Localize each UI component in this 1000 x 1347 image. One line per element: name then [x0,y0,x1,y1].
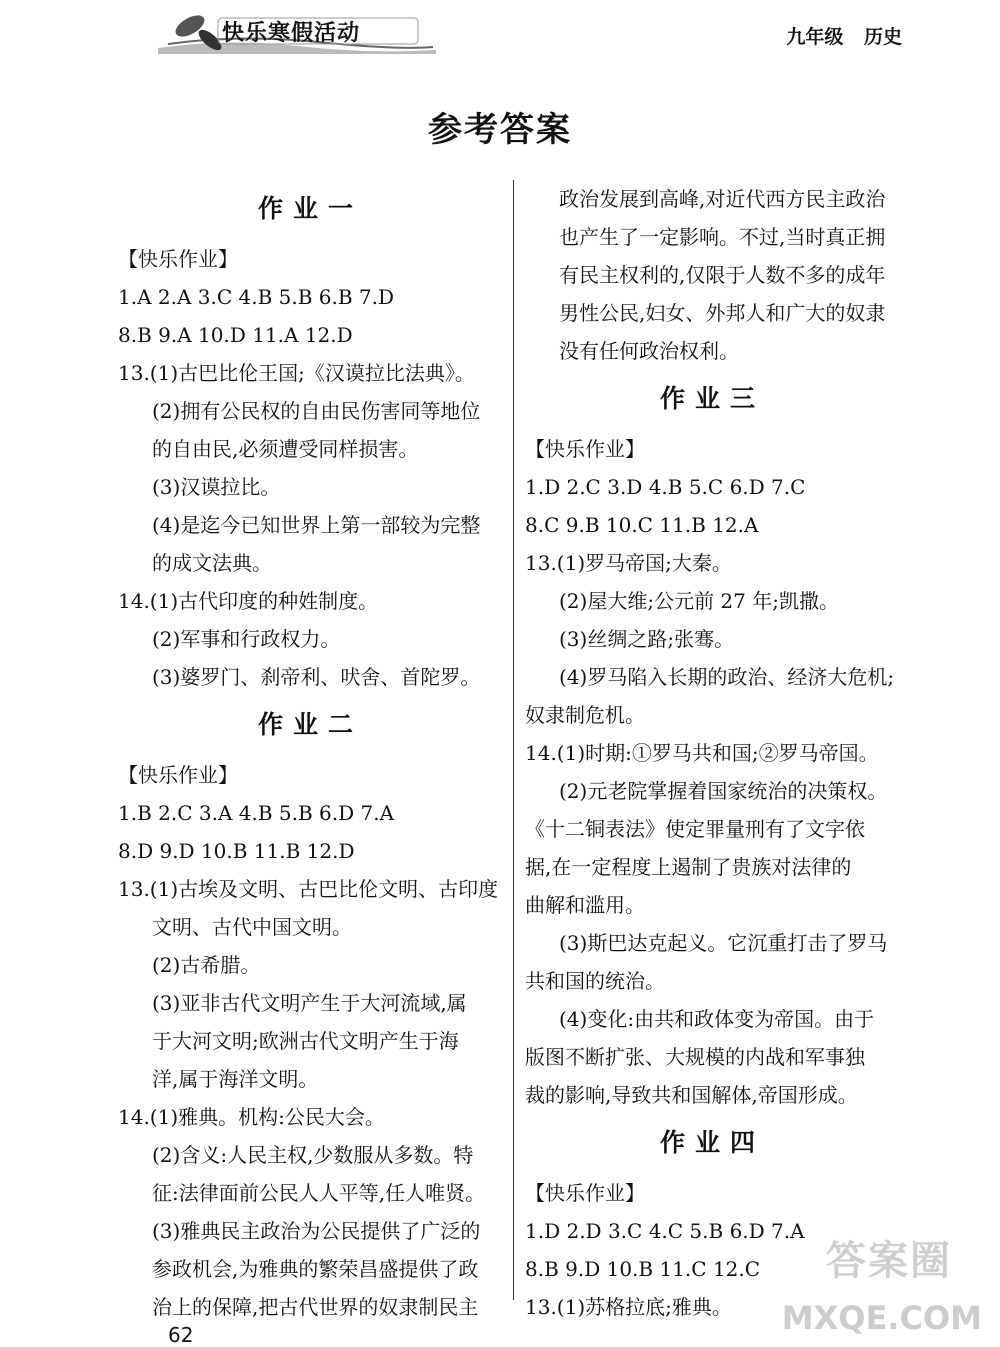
grade-subject-label: 九年级 历史 [786,26,902,48]
answer-line: 的成文法典。 [152,551,272,575]
answer-line: 8.B 9.A 10.D 11.A 12.D [118,323,353,347]
answer-line: 《十二铜表法》使定罪量刑有了文字依 [525,817,865,841]
answer-line: 共和国的统治。 [525,969,665,993]
section-title: 作业三 [659,384,765,413]
answer-line: 裁的影响,导致共和国解体,帝国形成。 [525,1083,858,1107]
answer-line: 14.(1)古代印度的种姓制度。 [118,589,379,613]
left-column [118,180,503,1319]
answer-line: (3)雅典民主政治为公民提供了广泛的 [152,1219,481,1243]
section-title: 作业四 [659,1128,765,1157]
answer-line: (3)斯巴达克起义。它沉重打击了罗马 [559,931,888,955]
banner-title: 快乐寒假活动 [222,21,361,46]
answer-line: (2)军事和行政权力。 [152,627,341,651]
answer-line: (2)古希腊。 [152,953,261,977]
answer-line: 男性公民,妇女、外邦人和广大的奴隶 [559,301,886,325]
answer-line: 洋,属于海洋文明。 [152,1067,319,1091]
answer-line: (2)屋大维;公元前 27 年;凯撒。 [559,589,839,613]
header-banner [148,14,438,54]
answer-line: 奴隶制危机。 [525,703,645,727]
answer-line: 治上的保障,把古代世界的奴隶制民主 [152,1295,479,1319]
answer-line: 13.(1)古埃及文明、古巴比伦文明、古印度 [118,877,499,901]
answer-line: 曲解和滥用。 [525,893,645,917]
answer-line: 14.(1)雅典。机构:公民大会。 [118,1105,385,1129]
answer-line: (2)含义:人民主权,少数服从多数。特 [152,1143,474,1167]
answer-line: 13.(1)苏格拉底;雅典。 [525,1295,732,1319]
answer-line: 1.A 2.A 3.C 4.B 5.B 6.B 7.D [118,285,395,309]
answer-line: (3)汉谟拉比。 [152,475,281,499]
answer-line: 征:法律面前公民人人平等,任人唯贤。 [152,1181,486,1205]
section-subheading: 【快乐作业】 [118,763,238,787]
answer-line: 参政机会,为雅典的繁荣昌盛提供了政 [152,1257,479,1281]
answer-line: 1.D 2.D 3.C 4.C 5.B 6.D 7.A [525,1219,805,1243]
answer-line: (3)丝绸之路;张骞。 [559,627,735,651]
answer-line: 据,在一定程度上遏制了贵族对法律的 [525,855,852,879]
answer-line: (2)拥有公民权的自由民伤害同等地位 [152,399,481,423]
answer-line: 政治发展到高峰,对近代西方民主政治 [559,187,886,211]
answer-line: 有民主权利的,仅限于人数不多的成年 [559,263,886,287]
answer-line: 的自由民,必须遭受同样损害。 [152,437,419,461]
right-column [525,180,900,1319]
answer-line: 1.D 2.C 3.D 4.B 5.C 6.D 7.C [525,475,806,499]
answer-line: 13.(1)罗马帝国;大秦。 [525,551,732,575]
answer-line: 于大河文明;欧洲古代文明产生于海 [152,1029,459,1053]
answer-line: 8.B 9.D 10.B 11.C 12.C [525,1257,761,1281]
section-subheading: 【快乐作业】 [525,1181,645,1205]
answer-line: 8.D 9.D 10.B 11.B 12.D [118,839,355,863]
section-subheading: 【快乐作业】 [525,437,645,461]
answer-line: (4)是迄今已知世界上第一部较为完整 [152,513,481,537]
answer-line: 8.C 9.B 10.C 11.B 12.A [525,513,759,537]
answer-line: 也产生了一定影响。不过,当时真正拥 [559,225,886,249]
answer-line: 1.B 2.C 3.A 4.B 5.B 6.D 7.A [118,801,395,825]
section-subheading: 【快乐作业】 [118,247,238,271]
answer-line: 文明、古代中国文明。 [152,915,352,939]
answer-line: (4)变化:由共和政体变为帝国。由于 [559,1007,875,1031]
watermark [781,1229,982,1339]
page-number: 62 [168,1323,194,1347]
column-divider [513,180,514,1300]
answer-line: 13.(1)古巴比伦王国;《汉谟拉比法典》。 [118,361,475,385]
answer-line: (3)亚非古代文明产生于大河流域,属 [152,991,467,1015]
answer-line: 14.(1)时期:①罗马共和国;②罗马帝国。 [525,741,879,765]
page-title: 参考答案 [428,110,572,150]
answer-line: (4)罗马陷入长期的政治、经济大危机; [559,665,895,689]
watermark-site: MXQE.COM [781,1299,982,1337]
answer-line: (3)婆罗门、刹帝利、吠舍、首陀罗。 [152,665,481,689]
answer-line: (2)元老院掌握着国家统治的决策权。 [559,779,888,803]
answer-line: 没有任何政治权利。 [559,339,739,363]
section-title: 作业二 [257,710,363,739]
answer-line: 版图不断扩张、大规模的内战和军事独 [525,1045,865,1069]
section-title: 作业一 [257,194,363,223]
watermark-logo: 答案圈 [826,1238,952,1284]
